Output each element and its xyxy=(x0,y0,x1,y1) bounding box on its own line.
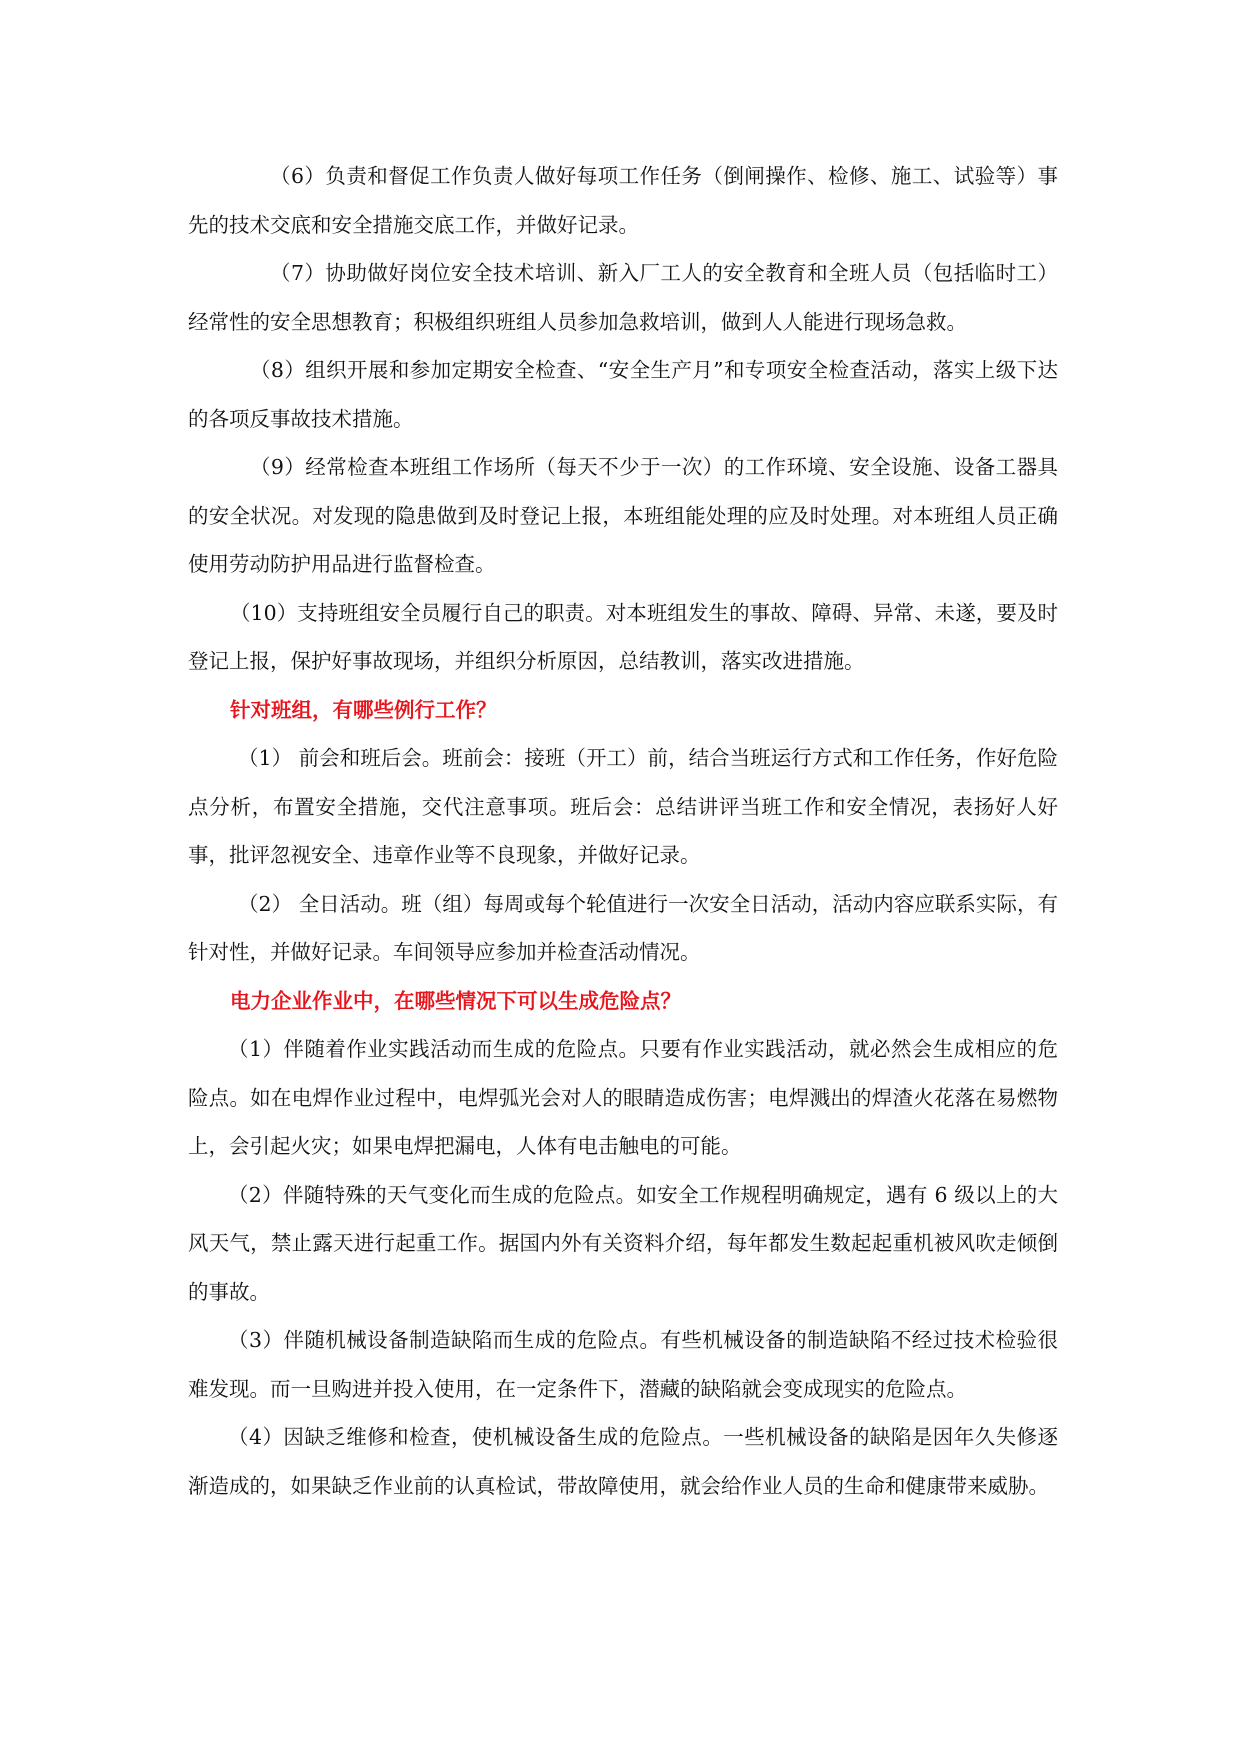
paragraph-item-9: （9）经常检查本班组工作场所（每天不少于一次）的工作环境、安全设施、设备工器具的安全状况。对发现的隐患做到及时登记上报，本班组能处理的应及时处理。对本班组人员正确使用劳动防护用品进行监督检查。 xyxy=(188,455,1058,576)
routine-work-item-1: （1） 前会和班后会。班前会：接班（开工）前，结合当班运行方式和工作任务，作好危险点分析，布置安全措施，交代注意事项。班后会：总结讲评当班工作和安全情况，表扬好人好事，批评忽视安全、违章作业等不良现象，并做好记录。 xyxy=(188,746,1058,867)
danger-point-item-3: （3）伴随机械设备制造缺陷而生成的危险点。有些机械设备的制造缺陷不经过技术检验很难发现。而一旦购进并投入使用，在一定条件下，潜藏的缺陷就会变成现实的危险点。 xyxy=(188,1328,1058,1401)
paragraph-item-7: （7）协助做好岗位安全技术培训、新入厂工人的安全教育和全班人员（包括临时工）经常性的安全思想教育；积极组织班组人员参加急救培训，做到人人能进行现场急救。 xyxy=(188,261,1058,334)
danger-point-item-2: （2）伴随特殊的天气变化而生成的危险点。如安全工作规程明确规定，遇有 6 级以上的大风天气，禁止露天进行起重工作。据国内外有关资料介绍，每年都发生数起起重机被风吹走倾倒的事故。 xyxy=(188,1182,1058,1304)
section-heading-danger-points: 电力企业作业中，在哪些情况下可以生成危险点？ xyxy=(230,988,681,1013)
danger-point-item-4: （4）因缺乏维修和检查，使机械设备生成的危险点。一些机械设备的缺陷是因年久失修逐渐造成的，如果缺乏作业前的认真检试，带故障使用，就会给作业人员的生命和健康带来威胁。 xyxy=(188,1425,1058,1498)
document-body xyxy=(188,152,1058,1510)
routine-work-item-2: （2） 全日活动。班（组）每周或每个轮值进行一次安全日活动，活动内容应联系实际，有针对性，并做好记录。车间领导应参加并检查活动情况。 xyxy=(188,891,1058,964)
section-heading-routine-work: 针对班组，有哪些例行工作？ xyxy=(230,697,497,722)
paragraph-item-6: （6）负责和督促工作负责人做好每项工作任务（倒闸操作、检修、施工、试验等）事先的技术交底和安全措施交底工作，并做好记录。 xyxy=(188,164,1058,237)
paragraph-item-8: （8）组织开展和参加定期安全检查、“安全生产月”和专项安全检查活动，落实上级下达的各项反事故技术措施。 xyxy=(188,358,1058,431)
paragraph-item-10: （10）支持班组安全员履行自己的职责。对本班组发生的事故、障碍、异常、未遂，要及时登记上报，保护好事故现场，并组织分析原因，总结教训，落实改进措施。 xyxy=(188,600,1058,673)
danger-point-item-1: （1）伴随着作业实践活动而生成的危险点。只要有作业实践活动，就必然会生成相应的危险点。如在电焊作业过程中，电焊弧光会对人的眼睛造成伤害；电焊溅出的焊渣火花落在易燃物上，会引起火灾；如果电焊把漏电，人体有电击触电的可能。 xyxy=(188,1037,1058,1158)
